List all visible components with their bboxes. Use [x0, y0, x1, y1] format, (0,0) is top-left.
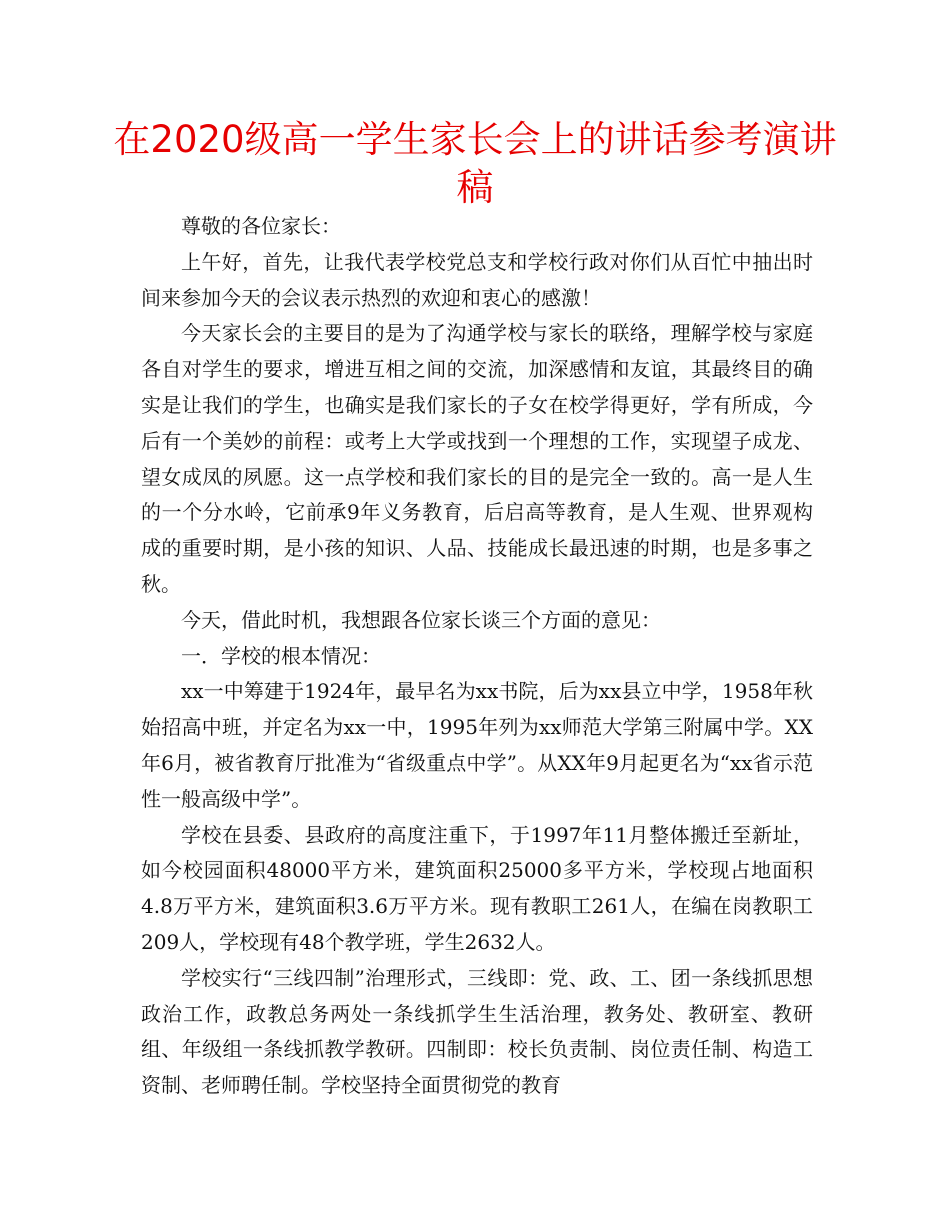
intro-paragraph: 今天，借此时机，我想跟各位家长谈三个方面的意见：	[181, 607, 661, 632]
section-heading: 一．学校的根本情况：	[181, 643, 381, 668]
document-title: 在2020级高一学生家长会上的讲话参考演讲稿	[113, 118, 837, 209]
history-paragraph: xx一中筹建于1924年，最早名为xx书院，后为xx县立中学，1958年秋始招高中班，并定名为xx一中，1995年列为xx师范大学第三附属中学。XX年6月，被省教育厅批准为“省级重点中学”。从XX年9月起更名为“xx省示范性一般高级中学”。	[141, 679, 813, 811]
greeting-paragraph: 上午好，首先，让我代表学校党总支和学校行政对你们从百忙中抽出时间来参加今天的会议表示热烈的欢迎和衷心的感激！	[141, 249, 813, 310]
salutation-paragraph: 尊敬的各位家长：	[181, 214, 341, 238]
purpose-paragraph: 今天家长会的主要目的是为了沟通学校与家长的联络，理解学校与家庭各自对学生的要求，增进互相之间的交流，加深感情和友谊，其最终目的确实是让我们的学生，也确实是我们家长的子女在校学得更好，学有所成，今后有一个美妙的前程：或考上大学或找到一个理想的工作，实现望子成龙、望女成凤的夙愿。这一点学校和我们家长的目的是完全一致的。高一是人生的一个分水岭，它前承9年义务教育，后启高等教育，是人生观、世界观构成的重要时期，是小孩的知识、人品、技能成长最迅速的时期，也是多事之秋。	[141, 321, 813, 596]
campus-paragraph: 学校在县委、县政府的高度注重下，于1997年11月整体搬迁至新址，如今校园面积48000平方米，建筑面积25000多平方米，学校现占地面积4.8万平方米，建筑面积3.6万平方米。现有教职工261人，在编在岗教职工209人，学校现有48个教学班，学生2632人。	[141, 822, 813, 954]
management-paragraph: 学校实行“三线四制”治理形式，三线即：党、政、工、团一条线抓思想政治工作，政教总务两处一条线抓学生生活治理，教务处、教研室、教研组、年级组一条线抓教学教研。四制即：校长负责制、岗位责任制、构造工资制、老师聘任制。学校坚持全面贯彻党的教育	[141, 965, 813, 1098]
document-body	[141, 209, 813, 1104]
